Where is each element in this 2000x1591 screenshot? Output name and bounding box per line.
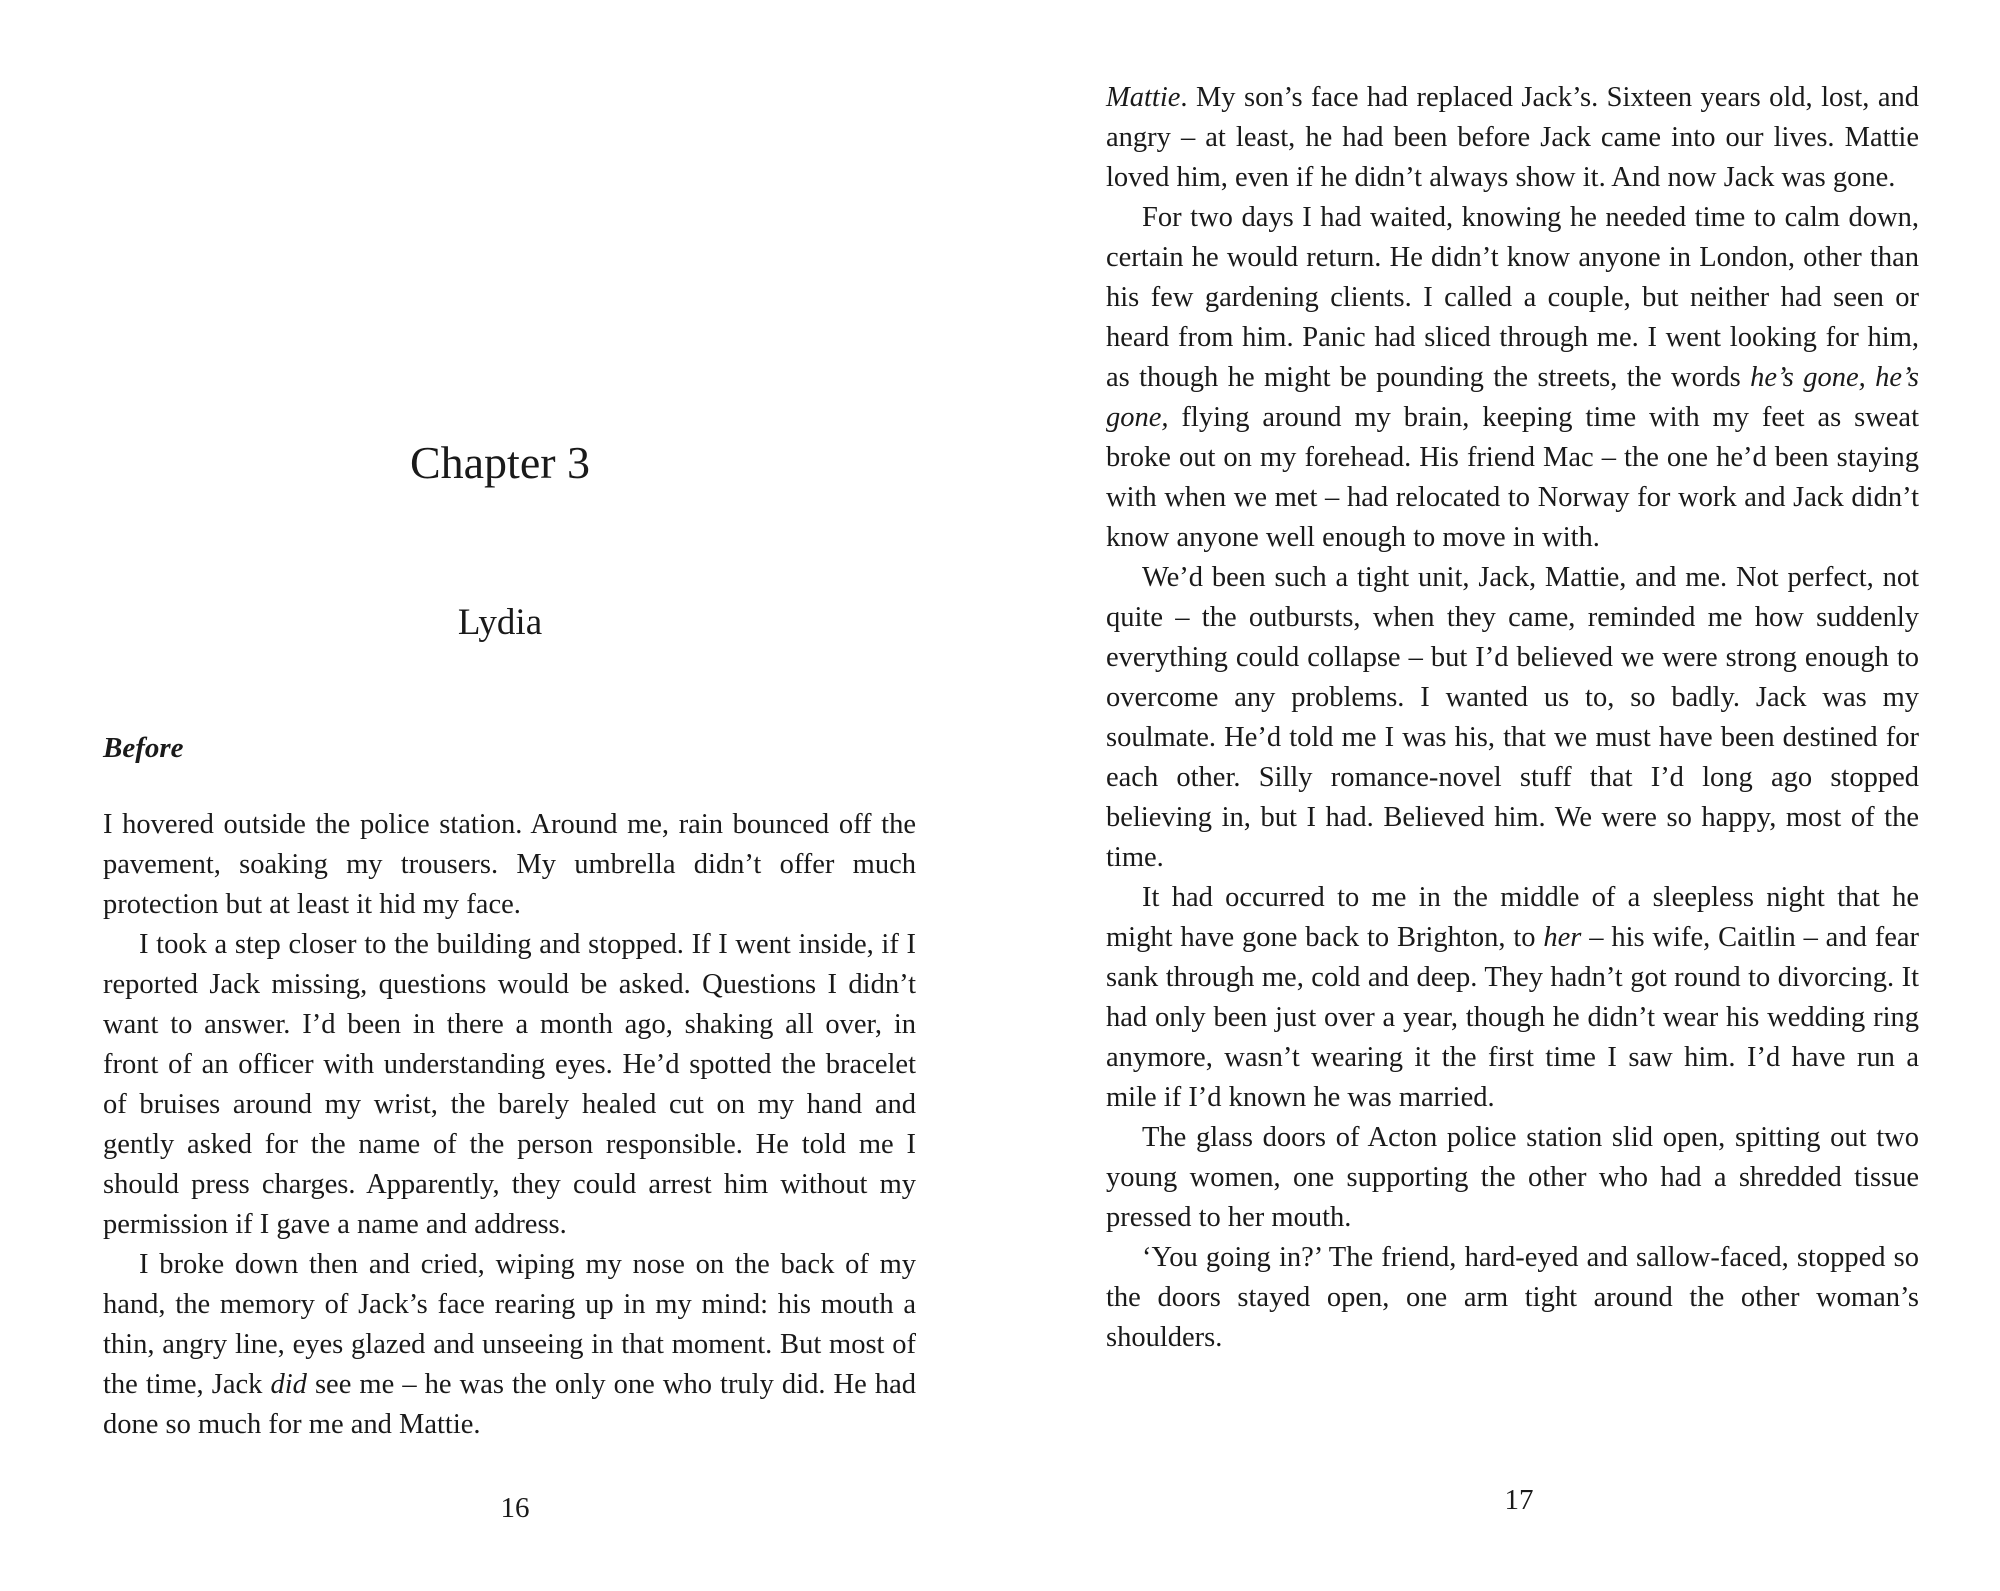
text-run: flying around my brain, keeping time with my feet as sweat broke out on my forehead. His friend Mac – the one he’d been staying with when we met – had relocated to Norway for work and Jack didn’t know anyone well enough to move in with.: [1106, 402, 1919, 553]
text-run: . My son’s face had replaced Jack’s. Sixteen years old, lost, and angry – at least, he had been before Jack came into our lives. Mattie loved him, even if he didn’t always show it. And now Jack was gone.: [1106, 82, 1919, 193]
text-run: I took a step closer to the building and stopped. If I went inside, if I reported Jack missing, questions would be asked. Questions I didn’t want to answer. I’d been in there a month ago, shaking all over, in front of an officer with understanding eyes. He’d spotted the bracelet of bruises around my wrist, the barely healed cut on my hand and gently asked for the name of the person responsible. He told me I should press charges. Apparently, they could arrest him without my permission if I gave a name and address.: [103, 929, 916, 1240]
right-page: [1000, 0, 2000, 1591]
italic-text-run: her: [1543, 922, 1582, 953]
page-number: 16: [500, 1492, 530, 1524]
chapter-title-text: Chapter 3: [409, 437, 591, 488]
text-run: see me – he was the only one who truly did. He had done so much for me and Mattie.: [103, 1369, 916, 1440]
chapter-title: [0, 435, 1000, 491]
paragraph: [1106, 1238, 1919, 1358]
text-run: For two days I had waited, knowing he needed time to calm down, certain he would return. He didn’t know anyone in London, other than his few gardening clients. I called a couple, but neither had seen or heard from him. Panic had sliced through me. I went looking for him, as though he might be pounding the streets, the words: [1106, 202, 1919, 393]
text-run: – his wife, Caitlin – and fear sank through me, cold and deep. They hadn’t got round to divorcing. It had only been just over a year, though he didn’t wear his wedding ring anymore, wasn’t wearing it the first time I saw him. I’d have run a mile if I’d known he was married.: [1106, 922, 1919, 1113]
paragraph: [1106, 558, 1919, 878]
text-run: ‘You going in?’ The friend, hard-eyed and sallow-faced, stopped so the doors stayed open, one arm tight around the other woman’s shoulders.: [1106, 1242, 1919, 1353]
paragraph: [1106, 1118, 1919, 1238]
text-run: It had occurred to me in the middle of a sleepless night that he might have gone back to Brighton, to: [1106, 882, 1919, 953]
paragraph: [103, 805, 916, 925]
left-body-text: [103, 805, 916, 1445]
paragraph: [103, 1245, 916, 1445]
page-number: 17: [1504, 1484, 1534, 1516]
narrator-heading: Lydia: [457, 602, 543, 643]
text-run: We’d been such a tight unit, Jack, Mattie, and me. Not perfect, not quite – the outbursts, when they came, reminded me how suddenly everything could collapse – but I’d believed we were strong enough to overcome any problems. I wanted us to, so badly. Jack was my soulmate. He’d told me I was his, that we must have been destined for each other. Silly romance-novel stuff that I’d long ago stopped believing in, but I had. Believed him. We were so happy, most of the time.: [1106, 562, 1919, 873]
text-run: I broke down then and cried, wiping my nose on the back of my hand, the memory of Jack’s face rearing up in my mind: his mouth a thin, angry line, eyes glazed and unseeing in that moment. But most of the time, Jack: [103, 1249, 916, 1400]
italic-text-run: did: [270, 1369, 307, 1400]
paragraph: [1106, 198, 1919, 558]
right-body-text: [1106, 78, 1919, 1358]
section-heading: Before: [103, 732, 184, 764]
paragraph: [1106, 78, 1919, 198]
paragraph: [103, 925, 916, 1245]
text-run: The glass doors of Acton police station slid open, spitting out two young women, one supporting the other who had a shredded tissue pressed to her mouth.: [1106, 1122, 1919, 1233]
italic-text-run: Mattie: [1106, 82, 1181, 113]
paragraph: [1106, 878, 1919, 1118]
italic-text-run: he’s gone, he’s gone,: [1106, 362, 1919, 433]
text-run: I hovered outside the police station. Around me, rain bounced off the pavement, soaking my trousers. My umbrella didn’t offer much protection but at least it hid my face.: [103, 809, 916, 920]
